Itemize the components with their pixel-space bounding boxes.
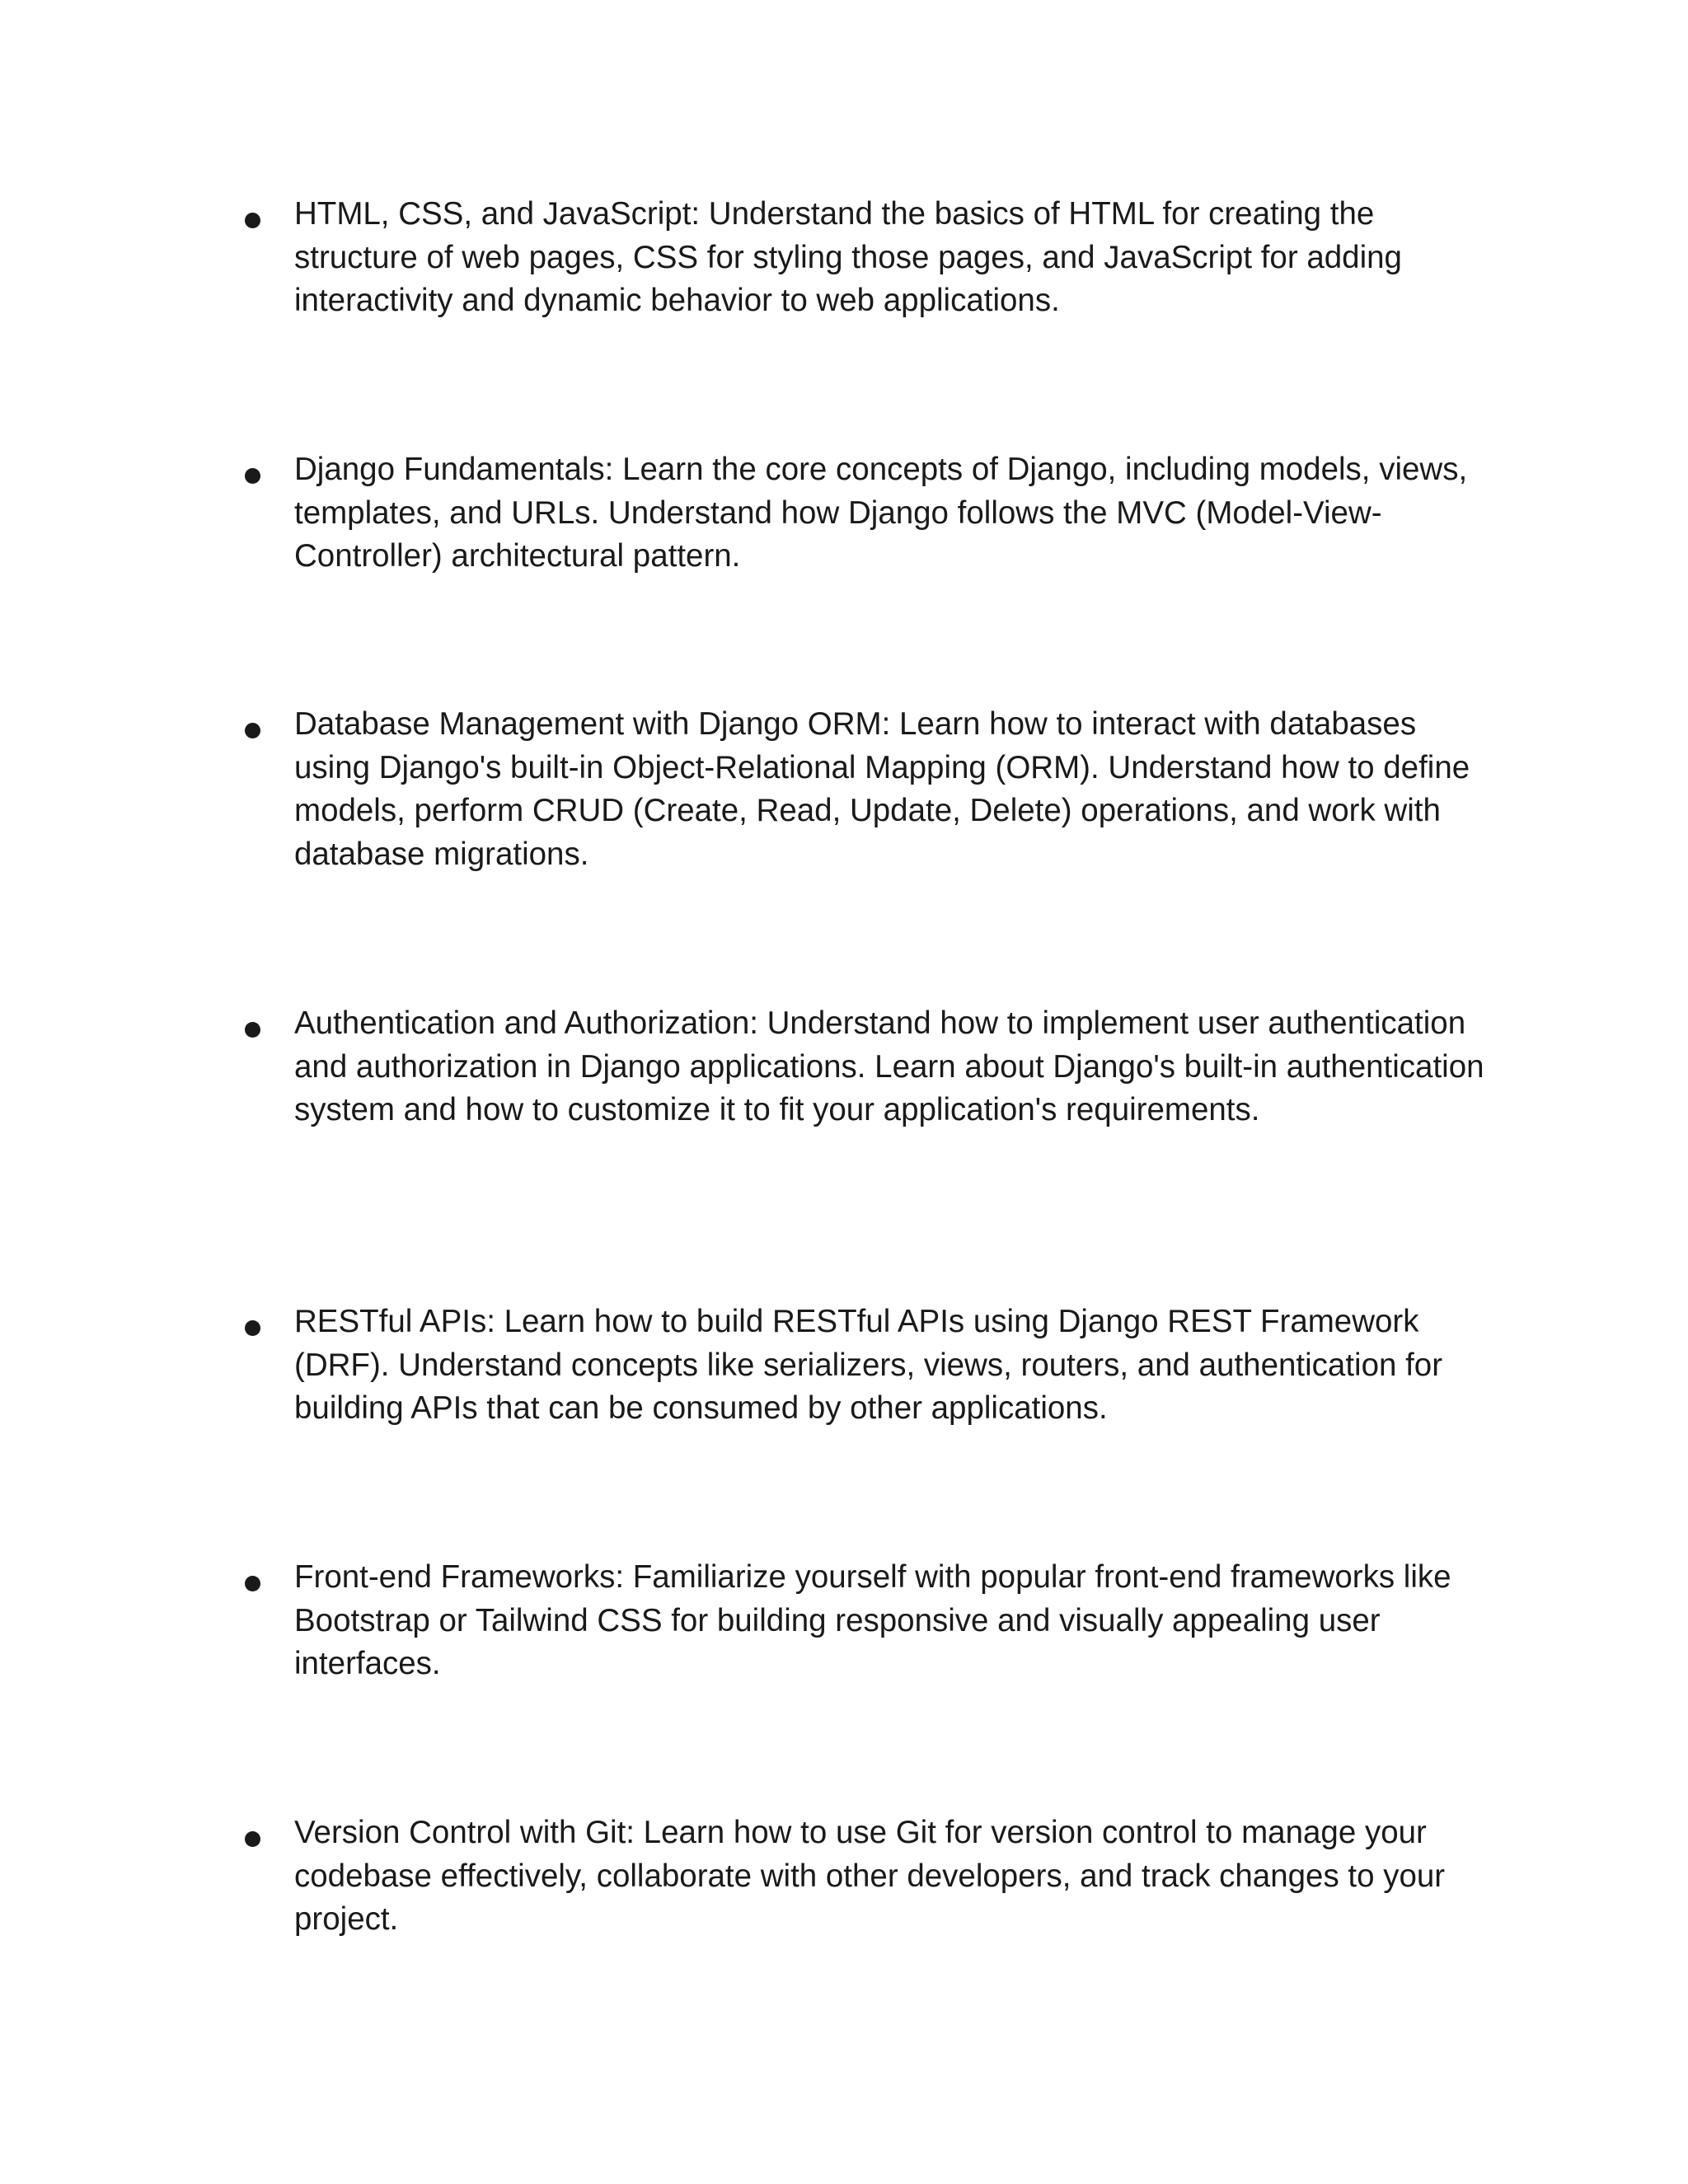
list-item-text: Database Management with Django ORM: Learn how to interact with databases using Django's built-in Object-Relational Mapping (ORM). Understand how to define models, perform CRUD (Create, Read, Update, Delete) operations, and work with database migrations. <box>294 706 1470 872</box>
list-item-text: Authentication and Authorization: Understand how to implement user authentication and authorization in Django applications. Learn about Django's built-in authentication system and how to customize it to fit your application's requirements. <box>294 1005 1484 1127</box>
list-item-text: Front-end Frameworks: Familiarize yourself with popular front-end frameworks like Bootstrap or Tailwind CSS for building responsive and visually appealing user interfaces. <box>294 1559 1451 1681</box>
bullet-icon <box>245 723 260 738</box>
bullet-icon <box>245 1022 260 1038</box>
bullet-icon <box>245 468 260 484</box>
bullet-icon <box>245 1576 260 1591</box>
list-item-text: RESTful APIs: Learn how to build RESTful APIs using Django REST Framework (DRF). Understand concepts like serializers, views, routers, and authentication for building APIs that can be consumed by other applications. <box>294 1304 1443 1426</box>
bullet-icon <box>245 1831 260 1847</box>
list-item-text: Django Fundamentals: Learn the core concepts of Django, including models, views, templates, and URLs. Understand how Django follows the MVC (Model-View-Controller) architectural pattern. <box>294 452 1468 574</box>
list-item-text: HTML, CSS, and JavaScript: Understand the basics of HTML for creating the structure of web pages, CSS for styling those pages, and JavaScript for adding interactivity and dynamic behavior to web applications. <box>294 196 1402 318</box>
bullet-icon <box>245 213 260 228</box>
list-item-text: Version Control with Git: Learn how to use Git for version control to manage your codebase effectively, collaborate with other developers, and track changes to your project. <box>294 1815 1446 1937</box>
bullet-icon <box>245 1320 260 1336</box>
